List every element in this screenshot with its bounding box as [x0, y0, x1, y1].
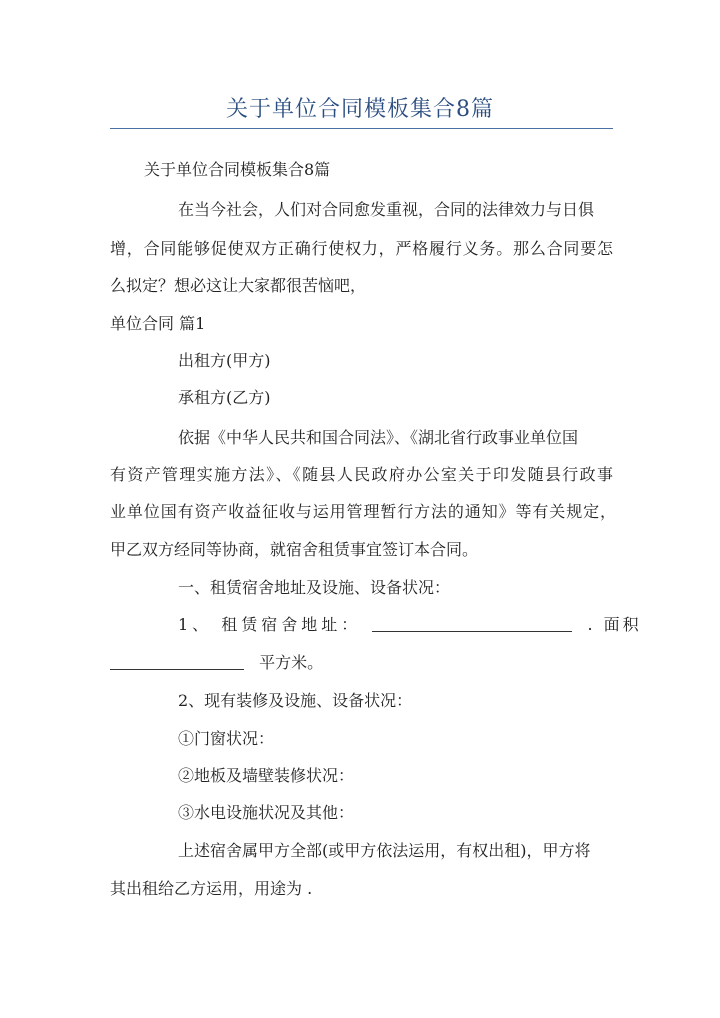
- item-2-heading: 2、现有装修及设施、设备状况：: [178, 691, 413, 710]
- party-b-label: 承租方(乙方): [178, 388, 271, 407]
- section-heading: 单位合同 篇1: [110, 314, 206, 333]
- intro-line-3: 么拟定？想必这让大家都很苦恼吧，: [110, 276, 367, 295]
- basis-line-4: 甲乙双方经同等协商，就宿舍租赁事宜签订本合同。: [110, 540, 479, 559]
- basis-line-1: 依据《中华人民共和国合同法》、《湖北省行政事业单位国: [178, 428, 579, 447]
- ownership-line-1: 上述宿舍属甲方全部(或甲方依法运用，有权出租)，甲方将: [178, 841, 591, 860]
- intro-line-2: 增，合同能够促使双方正确行使权力，严格履行义务。那么合同要怎: [110, 239, 613, 258]
- title-divider: [110, 128, 613, 129]
- floor-wall-status: ②地板及墙壁装修状况：: [178, 766, 355, 785]
- subtitle: 关于单位合同模板集合8篇: [144, 160, 331, 179]
- utilities-status: ③水电设施状况及其他：: [178, 803, 355, 822]
- area-unit: 平方米。: [259, 653, 324, 672]
- document-title: 关于单位合同模板集合8篇: [226, 97, 494, 122]
- item-1-cont: [110, 650, 323, 673]
- area-blank: [110, 653, 244, 670]
- item-1-line: [178, 612, 642, 635]
- area-label: . 面积: [587, 615, 642, 634]
- basis-line-2: 有资产管理实施方法》、《随县人民政府办公室关于印发随县行政事: [110, 465, 613, 484]
- party-a-label: 出租方(甲方): [178, 351, 271, 370]
- address-blank: [372, 615, 572, 632]
- door-window-status: ①门窗状况：: [178, 729, 275, 748]
- basis-line-3: 业单位国有资产收益征收与运用管理暂行方法的通知》等有关规定，: [110, 502, 616, 521]
- clause-1-heading: 一、租赁宿舍地址及设施、设备状况：: [178, 578, 451, 597]
- intro-line-1: 在当今社会，人们对合同愈发重视，合同的法律效力与日俱: [178, 200, 595, 219]
- address-label: 1、 租赁宿舍地址：: [178, 615, 362, 634]
- ownership-line-2: 其出租给乙方运用，用途为 .: [110, 879, 313, 898]
